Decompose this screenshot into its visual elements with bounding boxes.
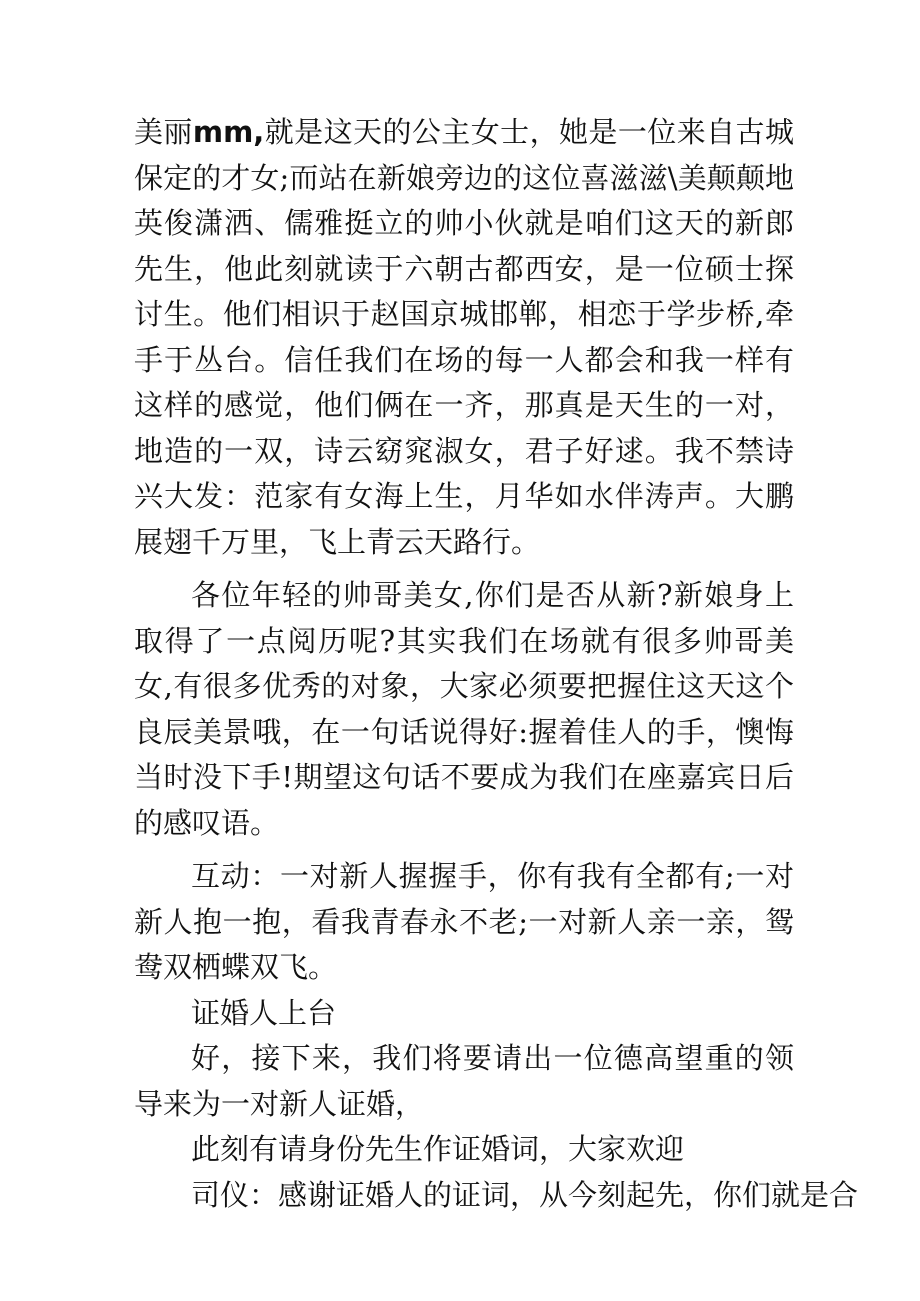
- heading-witness: 证婚人上台: [191, 995, 337, 1030]
- paragraph-prefix: 美丽: [134, 115, 193, 149]
- paragraph-host-thanks: 司仪：感谢证婚人的证词，从今刻起先，你们就是合: [191, 1177, 859, 1212]
- paragraph-invite-witness: 好，接下来，我们将要请出一位德高望重的领导来为一对新人证婚，: [134, 1041, 794, 1121]
- paragraph-bride-groom: [134, 110, 794, 565]
- bold-mm-text: mm,: [192, 115, 265, 149]
- paragraph-young-guests: 各位年轻的帅哥美女,你们是否从新?新娘身上取得了一点阅历呢?其实我们在场就有很多帅哥美女,有很多优秀的对象，大家必须要把握住这天这个良辰美景哦，在一句话说得好:握着佳人的手，懊悔当时没下手!期望这句话不要成为我们在座嘉宾日后的感叹语。: [134, 578, 794, 840]
- paragraph-interaction: 互动：一对新人握握手，你有我有全都有;一对新人抱一抱，看我青春永不老;一对新人亲一亲，鸳鸯双栖蝶双飞。: [134, 859, 794, 984]
- document-body: [134, 110, 859, 1218]
- paragraph-text: 就是这天的公主女士，她是一位来自古城保定的才女;而站在新娘旁边的这位喜滋滋\美颠颠地英俊潇洒、儒雅挺立的帅小伙就是咱们这天的新郎先生，他此刻就读于六朝古都西安，是一位硕士探讨生。他们相识于赵国京城邯郸，相恋于学步桥,牵手于丛台。信任我们在场的每一人都会和我一样有这样的感觉，他们俩在一齐，那真是天生的一对，地造的一双，诗云窈窕淑女，君子好逑。我不禁诗兴大发：范家有女海上生，月华如水伴涛声。大鹏展翅千万里，飞上青云天路行。: [134, 115, 794, 559]
- paragraph-witness-speech: 此刻有请身份先生作证婚词，大家欢迎: [191, 1132, 685, 1166]
